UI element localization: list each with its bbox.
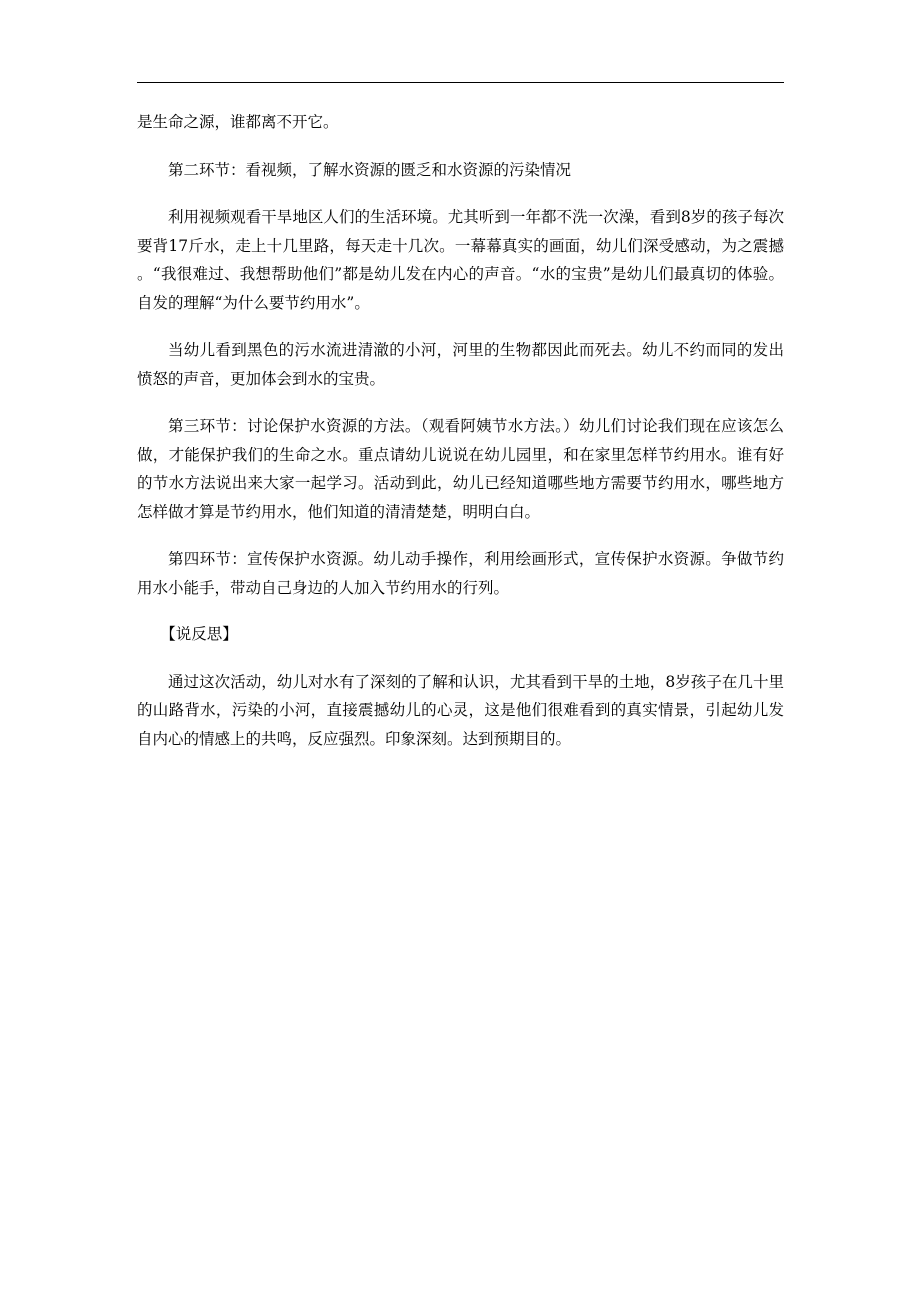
paragraph-polluted-river: 当幼儿看到黑色的污水流进清澈的小河，河里的生物都因此而死去。幼儿不约而同的发出愤怒的声音，更加体会到水的宝贵。 [137, 341, 784, 388]
paragraph-step-four: 第四环节：宣传保护水资源。幼儿动手操作，利用绘画形式，宣传保护水资源。争做节约用水小能手，带动自己身边的人加入节约用水的行列。 [137, 550, 784, 597]
paragraph-continuation: 是生命之源，谁都离不开它。 [137, 113, 339, 131]
paragraph-video-drought: 利用视频观看干旱地区人们的生活环境。尤其听到一年都不洗一次澡，看到8岁的孩子每次要背17斤水，走上十几里路，每天走十几次。一幕幕真实的画面，幼儿们深受感动，为之震撼。“我很难过、我想帮助他们”都是幼儿发在内心的声音。“水的宝贵”是幼儿们最真切的体验。自发的理解“为什么要节约用水”。 [137, 208, 784, 312]
header-rule [137, 82, 784, 83]
document-body [137, 108, 784, 753]
section-heading-reflection: 【说反思】 [160, 625, 238, 643]
paragraph-step-three: 第三环节：讨论保护水资源的方法。（观看阿姨节水方法。）幼儿们讨论我们现在应该怎么做，才能保护我们的生命之水。重点请幼儿说说在幼儿园里，和在家里怎样节约用水。谁有好的节水方法说出来大家一起学习。活动到此，幼儿已经知道哪些地方需要节约用水，哪些地方怎样做才算是节约用水，他们知道的清清楚楚，明明白白。 [137, 417, 784, 521]
paragraph-reflection: 通过这次活动，幼儿对水有了深刻的了解和认识，尤其看到干旱的土地，8岁孩子在几十里的山路背水，污染的小河，直接震撼幼儿的心灵，这是他们很难看到的真实情景，引起幼儿发自内心的情感上的共鸣，反应强烈。印象深刻。达到预期目的。 [137, 672, 784, 748]
section-heading-step-two: 第二环节：看视频，了解水资源的匮乏和水资源的污染情况 [168, 160, 572, 179]
